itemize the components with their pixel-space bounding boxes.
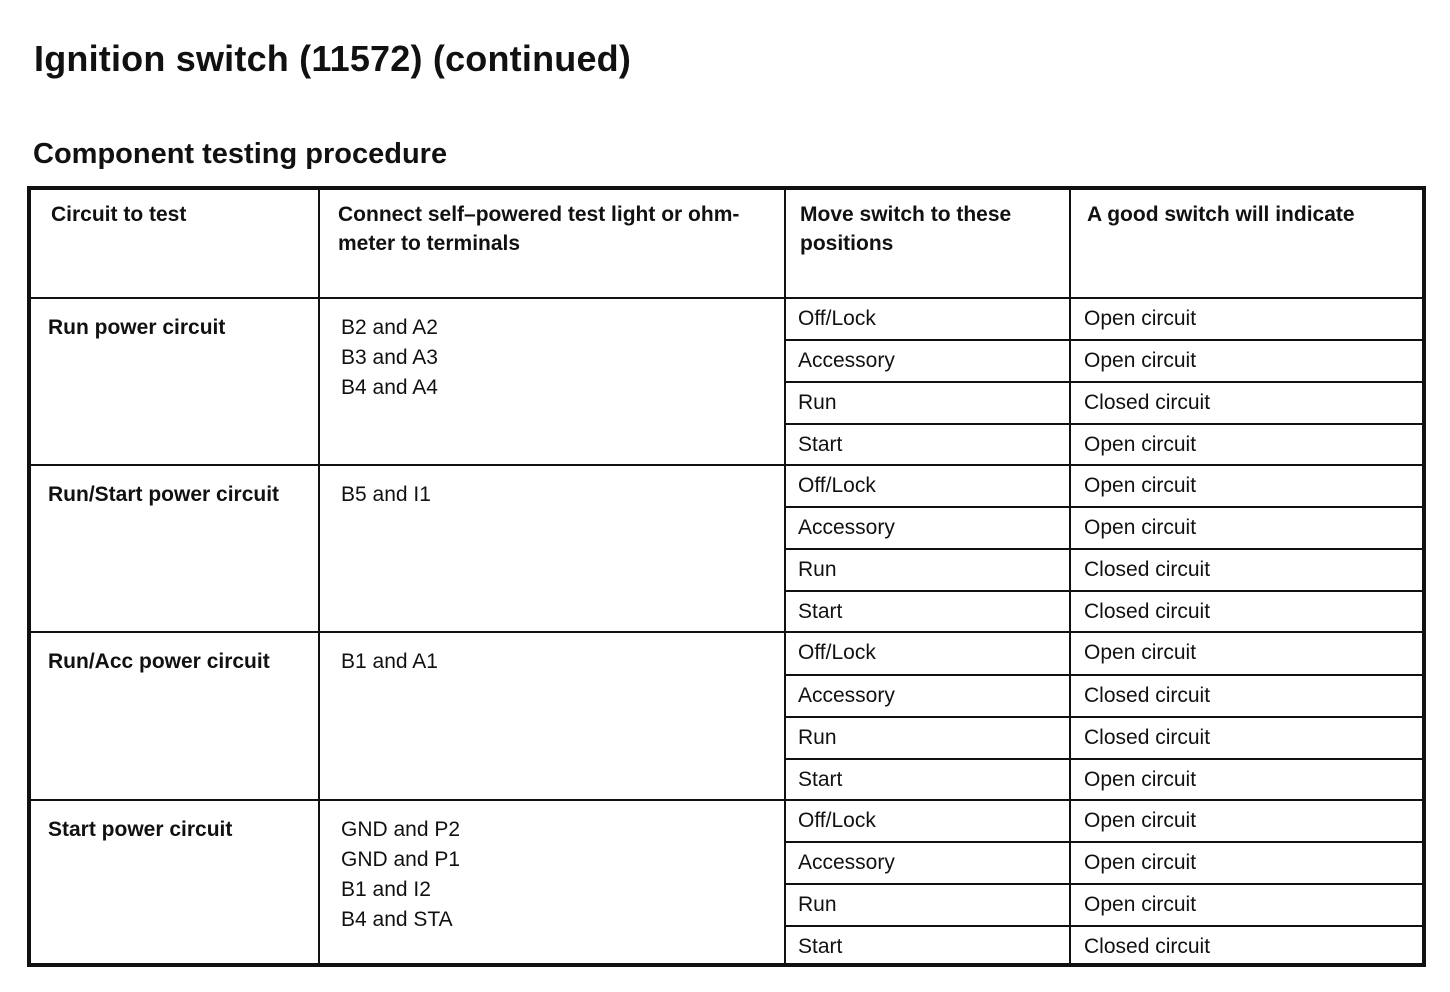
terminal-pair: B3 and A3 [341,346,438,369]
terminal-pair: B2 and A2 [341,316,438,339]
section-title: Component testing procedure [33,138,448,170]
header-terminals: Connect self–powered test light or ohm-meter to terminals [319,188,785,298]
terminals-cell [319,800,785,965]
switch-position: Accessory [785,340,1070,382]
table-row [29,298,1424,340]
switch-position: Accessory [785,507,1070,549]
switch-position: Start [785,591,1070,632]
switch-position: Off/Lock [785,800,1070,842]
table-row [29,632,1424,674]
terminals-cell [319,465,785,632]
terminal-pair: B1 and A1 [341,650,438,674]
expected-result: Closed circuit [1070,591,1424,632]
expected-result: Closed circuit [1070,675,1424,717]
circuit-name: Start power circuit [29,800,319,965]
expected-result: Closed circuit [1070,717,1424,759]
circuit-name: Run/Acc power circuit [29,632,319,799]
expected-result: Open circuit [1070,340,1424,382]
component-testing-table [27,186,1426,967]
expected-result: Open circuit [1070,884,1424,926]
expected-result: Open circuit [1070,759,1424,800]
header-switch-positions: Move switch to these positions [785,188,1070,298]
table-header-row [29,188,1424,298]
switch-position: Run [785,717,1070,759]
switch-position: Start [785,424,1070,465]
switch-position: Off/Lock [785,632,1070,674]
terminal-pair: GND and P1 [341,847,461,871]
switch-position: Run [785,382,1070,424]
expected-result: Closed circuit [1070,382,1424,424]
table-row [29,465,1424,507]
terminals-cell [319,298,785,465]
header-circuit-to-test: Circuit to test [29,188,319,298]
terminal-pair: GND and P2 [341,817,461,841]
expected-result: Open circuit [1070,424,1424,465]
expected-result: Open circuit [1070,465,1424,507]
terminal-pair: B4 and STA [341,907,453,931]
switch-position: Accessory [785,675,1070,717]
expected-result: Open circuit [1070,842,1424,884]
expected-result: Open circuit [1070,298,1424,340]
terminal-pair: B5 and I1 [341,483,431,507]
switch-position: Run [785,549,1070,591]
circuit-name: Run/Start power circuit [29,465,319,632]
terminal-pair: B4 and A4 [341,376,438,399]
switch-position: Off/Lock [785,465,1070,507]
switch-position: Start [785,926,1070,965]
expected-result: Closed circuit [1070,926,1424,965]
expected-result: Closed circuit [1070,549,1424,591]
expected-result: Open circuit [1070,507,1424,549]
expected-result: Open circuit [1070,632,1424,674]
terminal-pair: B1 and I2 [341,877,431,901]
circuit-name: Run power circuit [29,298,319,465]
switch-position: Run [785,884,1070,926]
header-good-switch-indicates: A good switch will indicate [1070,188,1424,298]
table-row [29,800,1424,842]
switch-position: Start [785,759,1070,800]
page-title: Ignition switch (11572) (continued) [34,38,632,79]
switch-position: Off/Lock [785,298,1070,340]
terminals-cell [319,632,785,799]
switch-position: Accessory [785,842,1070,884]
expected-result: Open circuit [1070,800,1424,842]
